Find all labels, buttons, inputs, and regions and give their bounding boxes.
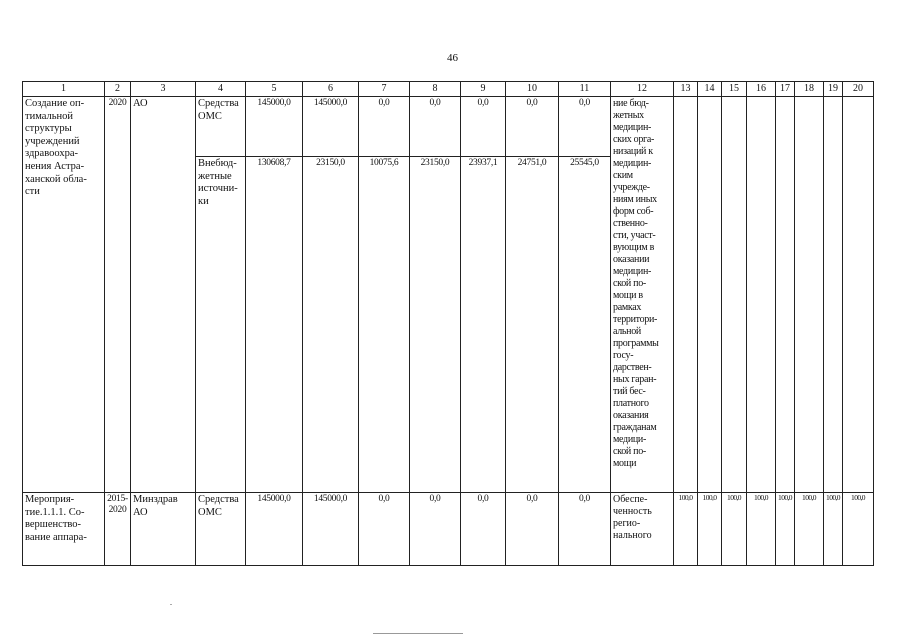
amount-cell: 0,0	[461, 97, 506, 157]
footer-rule	[373, 633, 463, 634]
col-number: 14	[698, 82, 722, 97]
program-table	[22, 81, 874, 566]
page-number: 46	[447, 52, 458, 64]
header-row	[23, 82, 874, 97]
target-cell: 100,0	[747, 493, 776, 566]
col-number: 1	[23, 82, 105, 97]
target-cell	[776, 97, 795, 493]
table-row	[23, 493, 874, 566]
amount-cell: 145000,0	[246, 97, 303, 157]
amount-cell: 0,0	[506, 493, 559, 566]
funding-source: Средства ОМС	[196, 493, 246, 566]
amount-cell: 24751,0	[506, 157, 559, 493]
amount-cell: 0,0	[410, 493, 461, 566]
amount-cell: 0,0	[359, 97, 410, 157]
amount-cell: 23150,0	[303, 157, 359, 493]
amount-cell: 23937,1	[461, 157, 506, 493]
col-number: 20	[843, 82, 874, 97]
target-cell: 100,0	[824, 493, 843, 566]
col-number: 19	[824, 82, 843, 97]
target-cell: 100,0	[776, 493, 795, 566]
col-number: 12	[611, 82, 674, 97]
col-number: 6	[303, 82, 359, 97]
indicator-text: ние бюд- жетных медицин- ских орга- низаций к медицин- ским учрежде- ниям иных форм соб- ственно- сти, участ- вующим в оказании медицин- ской по- мощи в рамках территори- альной программы госу- дарствен- ных гаран- тий бес- платного оказания гражданам медици- ской по- мощи	[611, 97, 674, 493]
col-number: 13	[674, 82, 698, 97]
amount-cell: 25545,0	[559, 157, 611, 493]
amount-cell: 0,0	[410, 97, 461, 157]
col-number: 9	[461, 82, 506, 97]
activity-name: Мероприя- тие.1.1.1. Со- вершенство- вание аппара-	[23, 493, 105, 566]
target-cell	[698, 97, 722, 493]
col-number: 7	[359, 82, 410, 97]
scan-speck	[170, 604, 172, 605]
col-number: 18	[795, 82, 824, 97]
funding-source: Средства ОМС	[196, 97, 246, 157]
col-number: 11	[559, 82, 611, 97]
amount-cell: 0,0	[359, 493, 410, 566]
activity-name: Создание оп- тимальной структуры учреждений здравоохра- нения Астра- ханской обла- сти	[23, 97, 105, 493]
target-cell	[722, 97, 747, 493]
col-number: 17	[776, 82, 795, 97]
activity-year: 2015- 2020	[105, 493, 131, 566]
funding-source: Внебюд- жетные источни- ки	[196, 157, 246, 493]
amount-cell: 130608,7	[246, 157, 303, 493]
target-cell: 100,0	[843, 493, 874, 566]
amount-cell: 145000,0	[303, 97, 359, 157]
amount-cell: 145000,0	[246, 493, 303, 566]
amount-cell: 0,0	[559, 493, 611, 566]
target-cell: 100,0	[722, 493, 747, 566]
target-cell: 100,0	[795, 493, 824, 566]
indicator-text: Обеспе- ченность регио- нального	[611, 493, 674, 566]
amount-cell: 145000,0	[303, 493, 359, 566]
amount-cell: 0,0	[506, 97, 559, 157]
col-number: 8	[410, 82, 461, 97]
activity-executor: АО	[131, 97, 196, 493]
col-number: 15	[722, 82, 747, 97]
col-number: 16	[747, 82, 776, 97]
amount-cell: 23150,0	[410, 157, 461, 493]
col-number: 5	[246, 82, 303, 97]
amount-cell: 0,0	[461, 493, 506, 566]
target-cell: 100,0	[674, 493, 698, 566]
target-cell	[795, 97, 824, 493]
amount-cell: 10075,6	[359, 157, 410, 493]
activity-executor: Минздрав АО	[131, 493, 196, 566]
col-number: 2	[105, 82, 131, 97]
col-number: 10	[506, 82, 559, 97]
target-cell	[824, 97, 843, 493]
col-number: 4	[196, 82, 246, 97]
amount-cell: 0,0	[559, 97, 611, 157]
target-cell: 100,0	[698, 493, 722, 566]
target-cell	[674, 97, 698, 493]
target-cell	[747, 97, 776, 493]
target-cell	[843, 97, 874, 493]
col-number: 3	[131, 82, 196, 97]
table-row	[23, 97, 874, 157]
activity-year: 2020	[105, 97, 131, 493]
